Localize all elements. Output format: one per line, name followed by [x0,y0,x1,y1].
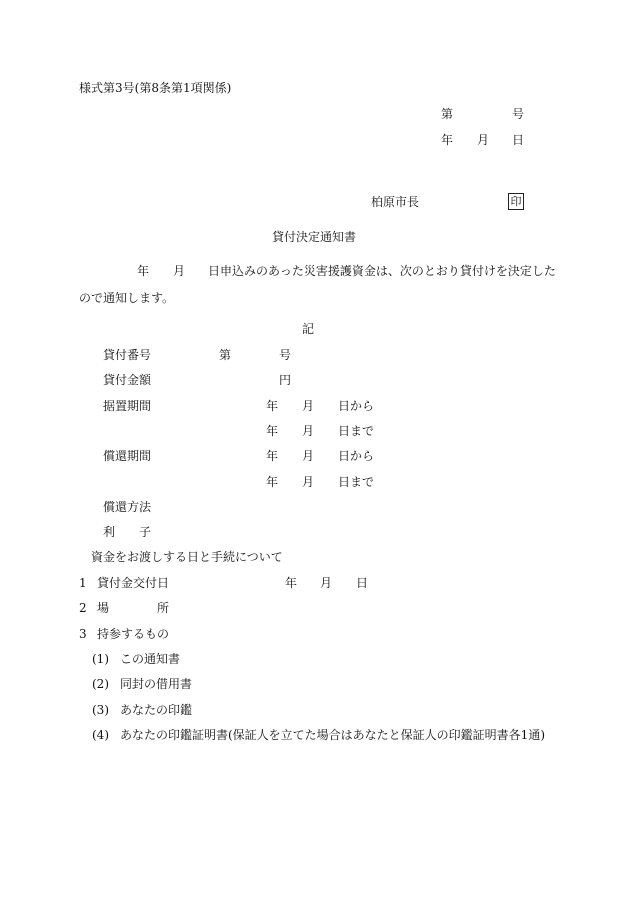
date-day: 日 [512,133,525,147]
seal-stamp: 印 [508,193,524,210]
sub-item-2-number: (2) [92,677,109,691]
date-year: 年 [441,133,454,147]
delivery-date-day: 日 [356,576,369,590]
repayment-method-label: 償還方法 [103,500,152,514]
deferment-until-month: 月 [302,424,315,438]
delivery-heading: 資金をお渡しする日と手続について [91,550,283,564]
deferment-until-year: 年 [266,424,279,438]
delivery-item-2-number: 2 [79,601,87,615]
sub-item-1-number: (1) [92,652,109,666]
intro-text-line2: ので通知します。 [79,291,175,305]
number-suffix: 号 [512,107,525,121]
loan-number-suffix: 号 [279,348,292,362]
repayment-until-day: 日まで [338,475,375,489]
sub-item-3-number: (3) [92,703,109,717]
deferment-from-day: 日から [338,399,375,413]
interest-label: 利 子 [103,525,152,539]
repayment-from-year: 年 [266,449,279,463]
form-label: 様式第3号(第8条第1項関係) [79,81,232,95]
delivery-item-1-number: 1 [79,576,87,590]
loan-amount-label: 貸付金額 [103,373,152,387]
deferment-from-month: 月 [302,399,315,413]
repayment-until-month: 月 [302,475,315,489]
ki-heading: 記 [302,322,315,336]
delivery-item-3-number: 3 [79,627,87,641]
document-title: 貸付決定通知書 [272,230,357,244]
sub-item-1-text: この通知書 [120,652,181,666]
repayment-from-day: 日から [338,449,375,463]
intro-month: 月 [173,264,186,278]
deferment-label: 据置期間 [103,399,152,413]
delivery-item-2-label: 場 所 [97,601,170,615]
deferment-from-year: 年 [266,399,279,413]
sub-item-2-text: 同封の借用書 [120,677,193,691]
intro-year: 年 [137,264,150,278]
delivery-item-3-label: 持参するもの [97,627,170,641]
sub-item-4-number: (4) [92,728,109,742]
delivery-item-1-label: 貸付金交付日 [97,576,170,590]
sub-item-3-text: あなたの印鑑 [120,703,193,717]
mayor-title: 柏原市長 [371,195,420,209]
delivery-date-month: 月 [320,576,333,590]
loan-number-label: 貸付番号 [103,348,152,362]
repayment-from-month: 月 [302,449,315,463]
intro-text-line1: 日申込みのあった災害援護資金は、次のとおり貸付けを決定した [208,264,556,278]
delivery-date-year: 年 [285,576,298,590]
loan-number-prefix: 第 [219,348,232,362]
loan-amount-unit: 円 [279,373,292,387]
date-month: 月 [477,133,490,147]
deferment-until-day: 日まで [338,424,375,438]
number-prefix: 第 [441,107,454,121]
sub-item-4-text: あなたの印鑑証明書(保証人を立てた場合はあなたと保証人の印鑑証明書各1通) [120,728,546,742]
repayment-label: 償還期間 [103,449,152,463]
repayment-until-year: 年 [266,475,279,489]
